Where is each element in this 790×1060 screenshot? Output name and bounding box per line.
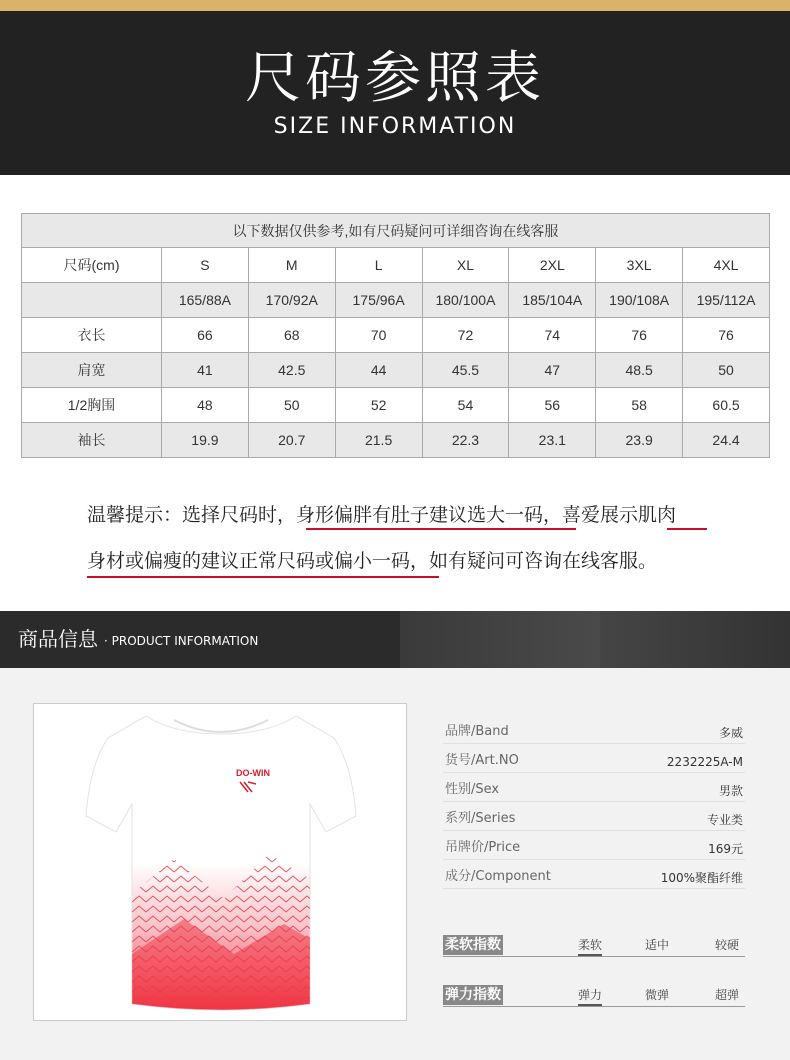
size-chart-header [0,11,790,175]
table-cell: 23.9 [596,423,683,458]
spec-row-price [443,836,745,860]
table-cell: 47 [509,353,596,388]
meter-option: 较硬 [715,938,740,952]
row-label: 衣长 [22,318,162,353]
table-cell: 42.5 [248,353,335,388]
size-tip-line-1 [87,502,727,528]
table-cell: 70 [335,318,422,353]
size-table [21,213,770,458]
table-cell: 50 [683,353,770,388]
size-chart-subtitle: SIZE INFORMATION [273,114,517,139]
table-cell: 44 [335,353,422,388]
size-cell: XL [422,248,509,283]
product-photo [33,703,407,1021]
table-spec-row [22,283,770,318]
meter-option: 微弹 [645,988,670,1002]
product-info-subtitle: · PRODUCT INFORMATION [104,634,259,648]
spec-row-art-no [443,749,745,773]
tip-highlight: 身形偏胖有肚子建议选大一码 [296,504,544,526]
spec-row-brand [443,720,745,744]
size-chart-title: 尺码参照表 [245,46,545,111]
table-cell: 74 [509,318,596,353]
meter-label: 弹力指数 [445,987,501,1003]
size-cell: S [162,248,249,283]
spec-key: 吊牌价/Price [445,840,521,855]
table-notice-row [22,214,770,248]
tip-text: 温馨提示：选择尺码时， [87,504,297,526]
meter-option-selected: 弹力 [578,986,602,1006]
table-cell: 56 [509,388,596,423]
spec-key: 品牌/Band [445,724,509,739]
tip-text: ，喜爱展示 [543,504,639,526]
spec-key: 性别/Sex [445,782,500,797]
spec-value: 2232225A-M [666,755,743,769]
size-cell: 4XL [683,248,770,283]
table-cell: 52 [335,388,422,423]
meter-option: 超弹 [715,988,740,1002]
size-cell: L [335,248,422,283]
spec-row-sex [443,778,745,802]
elasticity-meter [443,985,745,1007]
table-cell: 66 [162,318,249,353]
table-cell: 60.5 [683,388,770,423]
spec-value: 多威 [718,726,743,740]
table-cell: 54 [422,388,509,423]
table-row [22,423,770,458]
table-cell: 48.5 [596,353,683,388]
size-cell: M [248,248,335,283]
table-header-label: 尺码(cm) [22,248,162,283]
spec-cell: 185/104A [509,283,596,318]
table-row [22,353,770,388]
tip-text: ，如有疑问可咨询在线客服。 [410,550,658,572]
table-cell: 72 [422,318,509,353]
gold-top-bar [0,0,790,11]
softness-meter [443,935,745,957]
spec-cell: 180/100A [422,283,509,318]
spec-value: 专业类 [706,813,743,827]
meter-label: 柔软指数 [445,937,501,953]
size-cell: 2XL [509,248,596,283]
spec-row-component [443,865,745,889]
table-cell: 19.9 [162,423,249,458]
table-cell: 48 [162,388,249,423]
size-tip-line-2 [87,548,727,574]
banner-shade [600,611,790,668]
table-cell: 20.7 [248,423,335,458]
table-cell: 41 [162,353,249,388]
spec-value: 100%聚酯纤维 [660,871,743,885]
table-cell: 58 [596,388,683,423]
spec-key: 系列/Series [445,811,516,826]
table-cell: 76 [683,318,770,353]
product-info-banner [0,611,790,668]
tip-highlight: 肌肉 [638,504,677,526]
table-cell: 23.1 [509,423,596,458]
row-label: 肩宽 [22,353,162,388]
spec-cell: 195/112A [683,283,770,318]
shirt-logo-text: DO-WIN [236,768,270,778]
table-header-row [22,248,770,283]
spec-cell: 170/92A [248,283,335,318]
spec-cell: 175/96A [335,283,422,318]
size-cell: 3XL [596,248,683,283]
table-cell: 22.3 [422,423,509,458]
row-label: 1/2胸围 [22,388,162,423]
table-cell: 68 [248,318,335,353]
spec-key: 成分/Component [445,869,551,884]
table-cell: 76 [596,318,683,353]
spec-value: 男款 [718,784,743,798]
spec-cell: 165/88A [162,283,249,318]
spec-key: 货号/Art.NO [445,753,519,768]
table-cell: 45.5 [422,353,509,388]
spec-row-series [443,807,745,831]
table-cell-empty [22,283,162,318]
product-info-title: 商品信息 [18,627,98,651]
row-label: 袖长 [22,423,162,458]
table-cell: 21.5 [335,423,422,458]
table-row [22,318,770,353]
tip-underline [306,528,576,530]
tip-highlight: 身材或偏瘦的建议正常尺码或偏小一码 [87,550,411,572]
spec-value: 169元 [708,842,743,856]
table-row [22,388,770,423]
meter-option: 适中 [645,938,670,952]
banner-shade [400,611,600,668]
tip-underline [667,528,707,530]
tip-underline [87,576,439,578]
meter-option-selected: 柔软 [578,936,602,956]
table-cell: 50 [248,388,335,423]
table-cell: 24.4 [683,423,770,458]
spec-cell: 190/108A [596,283,683,318]
table-notice: 以下数据仅供参考,如有尺码疑问可详细咨询在线客服 [22,214,770,248]
tshirt-image [34,704,407,1021]
